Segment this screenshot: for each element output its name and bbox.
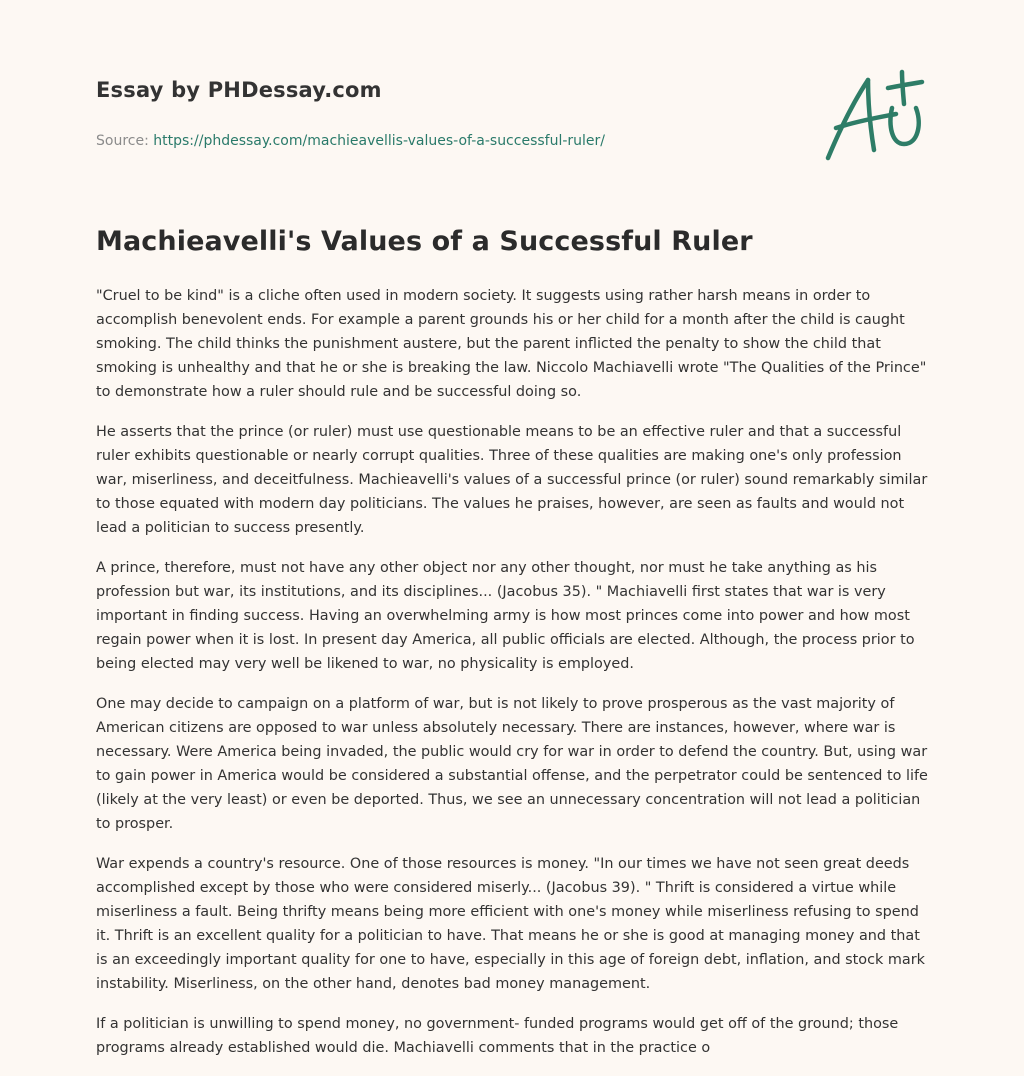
essay-body <box>96 284 932 1076</box>
essay-paragraph: One may decide to campaign on a platform of war, but is not likely to prove prosperous as the vast majority of American citizens are opposed to war unless absolutely necessary. There are instances, however, where war is necessary. Were America being invaded, the public would cry for war in order to defend the country. But, using war to gain power in America would be considered a substantial offense, and the perpetrator could be sentenced to life (likely at the very least) or even be deported. Thus, we see an unnecessary concentration will not lead a politician to prosper. <box>96 696 928 832</box>
essay-paragraph: He asserts that the prince (or ruler) must use questionable means to be an effective ruler and that a successful ruler exhibits questionable or nearly corrupt qualities. Three of these qualities are making one's only profession war, miserliness, and deceitfulness. Machieavelli's values of a successful prince (or ruler) sound remarkably similar to those equated with modern day politicians. The values he praises, however, are seen as faults and would not lead a politician to success presently. <box>96 424 928 536</box>
essay-paragraph: War expends a country's resource. One of those resources is money. "In our times we have not seen great deeds accomplished except by those who were considered miserly... (Jacobus 39). " Thrift is considered a virtue while miserliness a fault. Being thrifty means being more efficient with one's money while miserliness refusing to spend it. Thrift is an excellent quality for a politician to have. That means he or she is good at managing money and that is an exceedingly important quality for one to have, especially in this age of foreign debt, inflation, and stock mark instability. Miserliness, on the other hand, denotes bad money management. <box>96 856 925 992</box>
source-label: Source: <box>96 133 154 149</box>
essay-paragraph: "Cruel to be kind" is a cliche often used in modern society. It suggests using rather harsh means in order to accomplish benevolent ends. For example a parent grounds his or her child for a month after the child is caught smoking. The child thinks the punishment austere, but the parent inflicted the penalty to show the child that smoking is unhealthy and that he or she is breaking the law. Niccolo Machiavelli wrote "The Qualities of the Prince" to demonstrate how a ruler should rule and be successful doing so. <box>96 288 927 400</box>
essay-paragraph: If a politician is unwilling to spend money, no government- funded programs would get off of the ground; those programs already established would die. Machiavelli comments that in the practice o <box>96 1016 899 1056</box>
essay-paragraph: A prince, therefore, must not have any other object nor any other thought, nor must he take anything as his profession but war, its institutions, and its disciplines... (Jacobus 35). " Machiavelli first states that war is very important in finding success. Having an overwhelming army is how most princes come into power and how most regain power when it is lost. In present day America, all public officials are elected. Although, the process prior to being elected may very well be likened to war, no physicality is employed. <box>96 560 915 672</box>
a-plus-logo-icon <box>818 64 930 168</box>
article-title: Machieavelli's Values of a Successful Ruler <box>96 226 753 257</box>
essay-header <box>96 78 796 149</box>
source-link[interactable]: https://phdessay.com/machieavellis-values-of-a-successful-ruler/ <box>153 133 606 149</box>
site-brand: Essay by PHDessay.com <box>96 78 382 102</box>
source-line <box>96 133 796 149</box>
